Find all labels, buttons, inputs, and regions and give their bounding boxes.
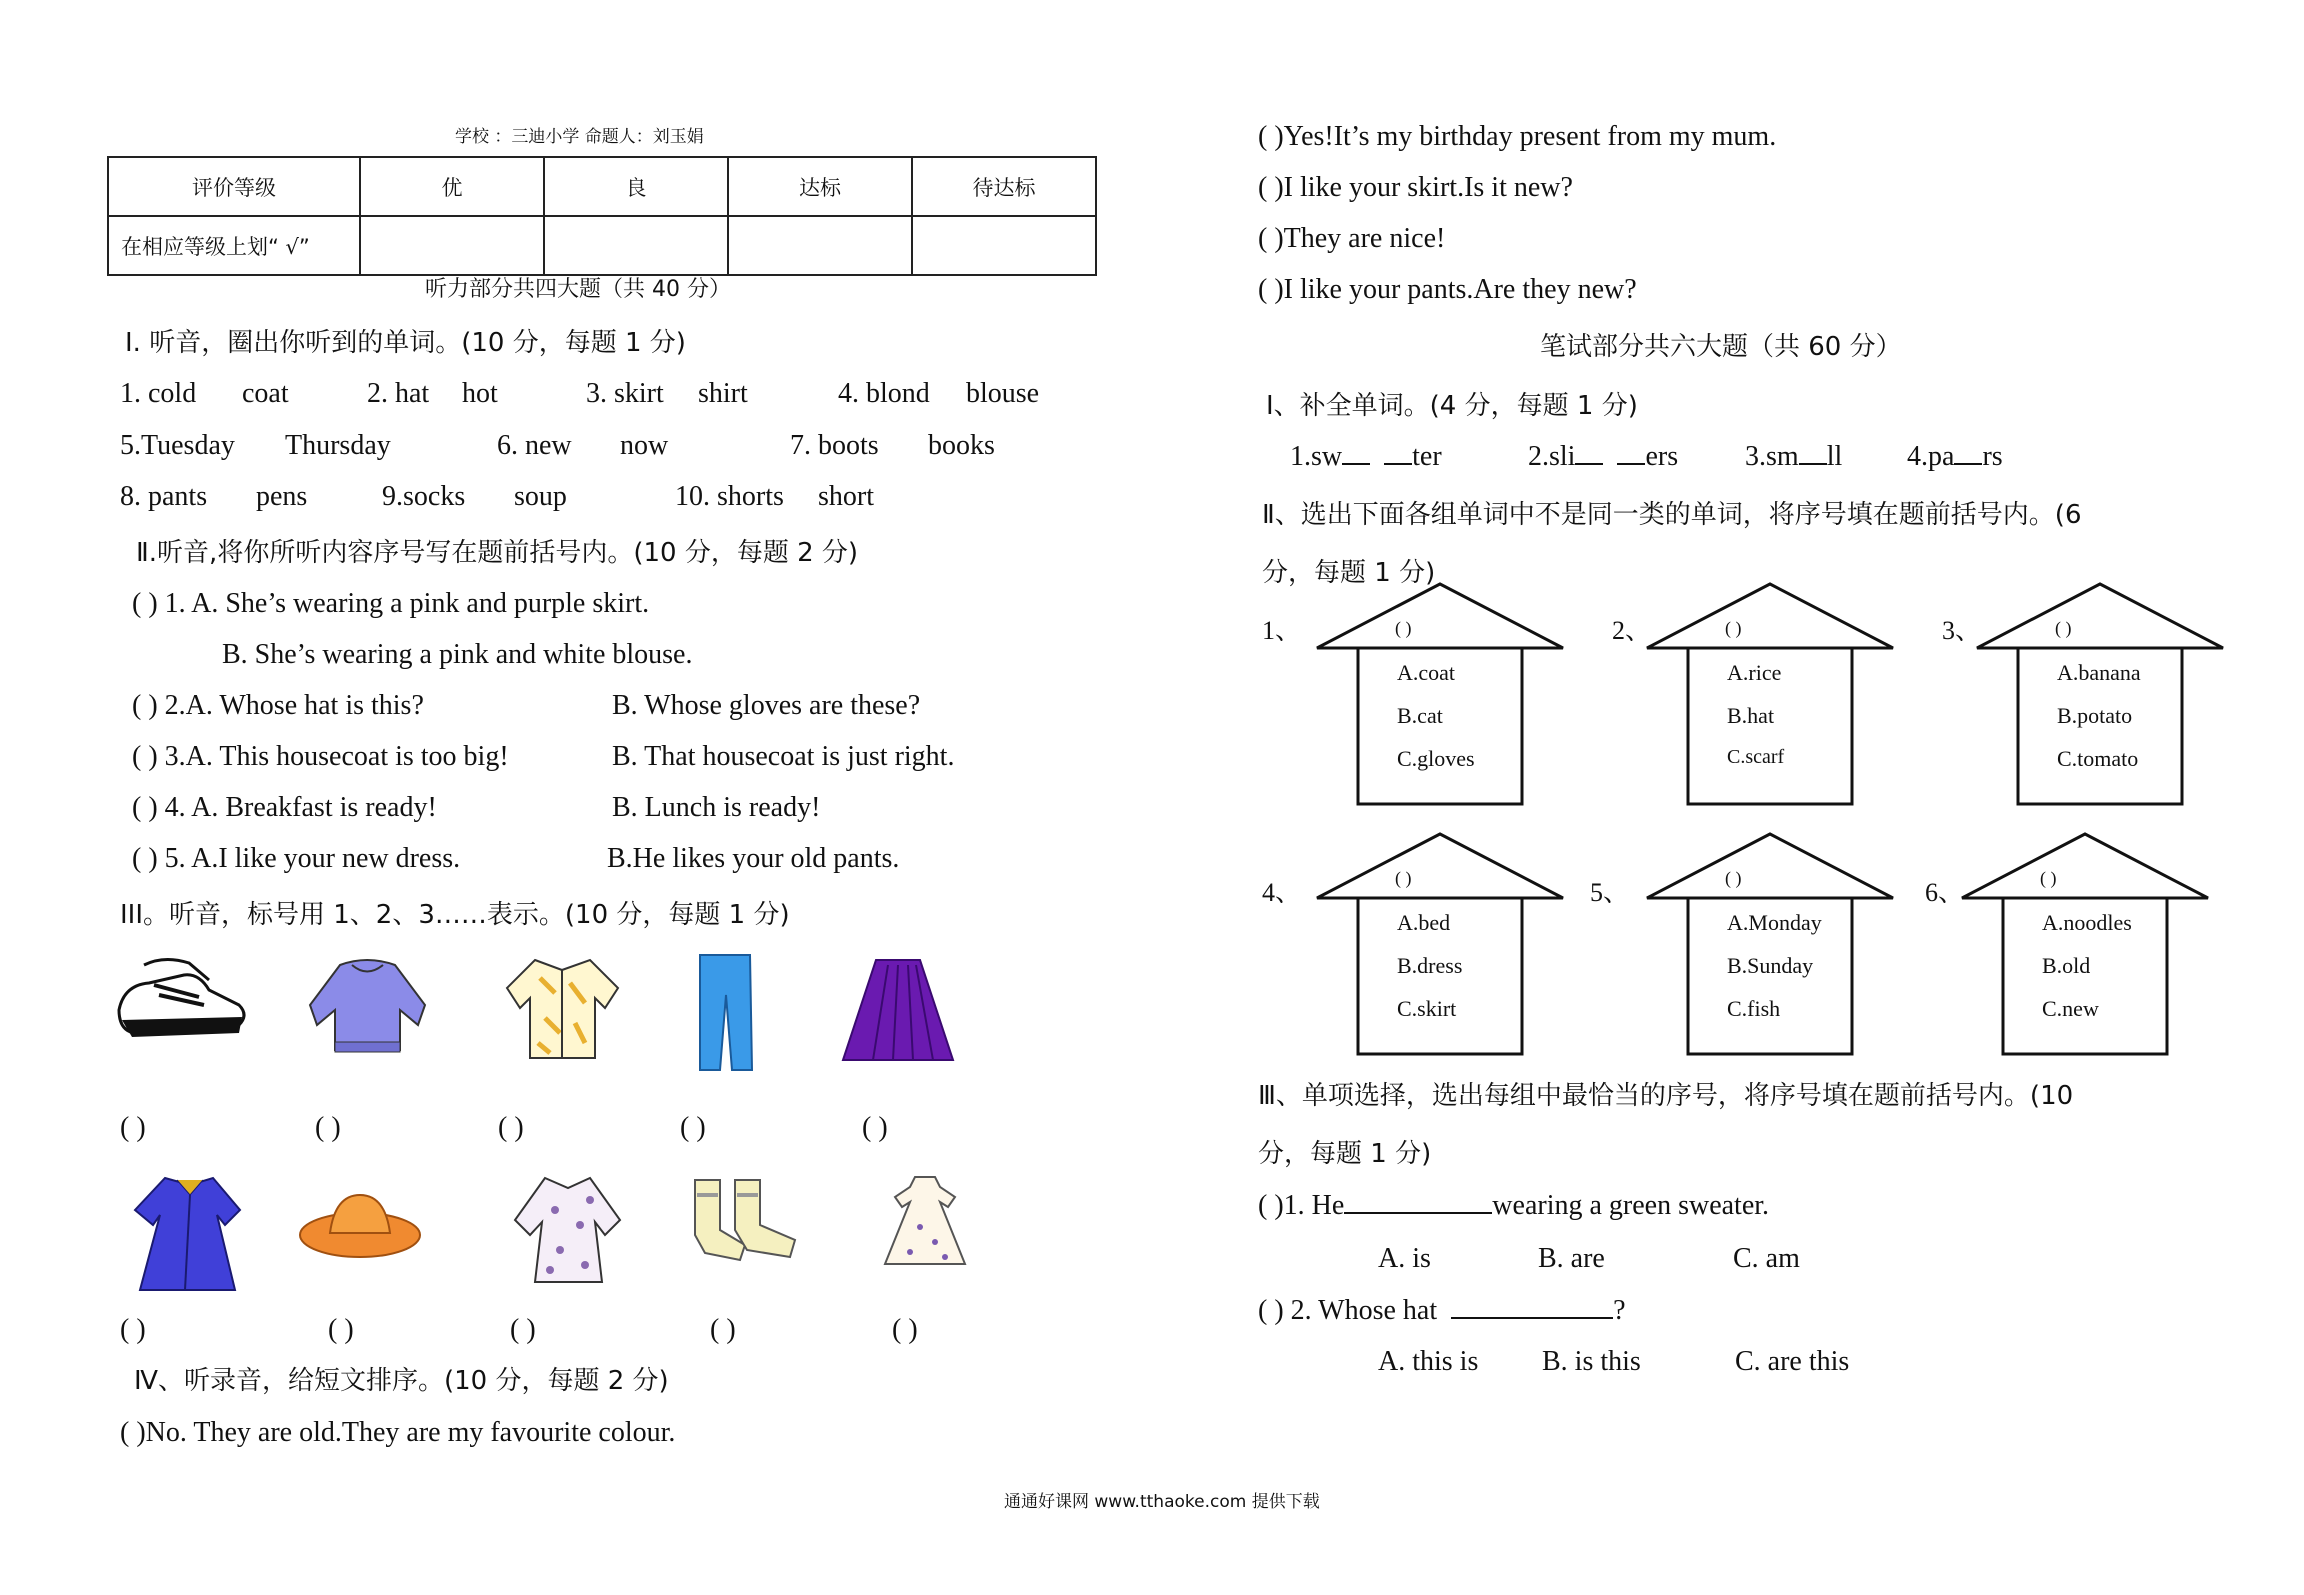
fill-word-1-end: ter: [1412, 441, 1442, 472]
q4-option-b: B. Lunch is ready!: [612, 792, 821, 823]
choice-q2: [1258, 1295, 1626, 1327]
fill-word-2: [1528, 441, 1678, 473]
word-2a: 2. hat: [367, 378, 430, 409]
eval-header-improve: 待达标: [912, 157, 1096, 216]
house-3-option-b: B.potato: [2057, 703, 2133, 728]
house-6-paren[interactable]: ( ): [2040, 868, 2057, 888]
fill-word-3-start: 3.sm: [1745, 441, 1799, 472]
word-3b: shirt: [698, 378, 748, 409]
house-6-number: 6、: [1925, 878, 1965, 907]
answer-paren-5[interactable]: ( ): [862, 1112, 888, 1143]
word-1b: coat: [242, 378, 289, 409]
fill-word-3-end: ll: [1826, 441, 1843, 472]
choice-q1: [1258, 1190, 1769, 1222]
housecoat-picture: [125, 1170, 250, 1295]
house-1-paren[interactable]: ( ): [1395, 618, 1412, 638]
choice-q1-option-a: A. is: [1378, 1243, 1431, 1274]
jeans-picture: [690, 950, 760, 1075]
q5-option-b: B.He likes your old pants.: [607, 843, 900, 874]
writing-sec3-title-cont: 分，每题 1 分): [1258, 1139, 1432, 1169]
house-3: [1975, 582, 2225, 807]
house-5: [1645, 832, 1895, 1057]
q1-option-b: B. She’s wearing a pink and white blouse.: [222, 639, 693, 670]
answer-paren-1[interactable]: ( ): [120, 1112, 146, 1143]
house-outline: [1315, 582, 1565, 807]
fill-word-4-end: rs: [1982, 441, 2003, 472]
fill-word-1-start: 1.sw: [1290, 441, 1343, 472]
house-3-option-c: C.tomato: [2057, 746, 2139, 771]
word-7b: books: [928, 430, 995, 461]
choice-q1-option-b: B. are: [1538, 1243, 1605, 1274]
sweater-picture: [300, 950, 435, 1060]
house-3-option-a: A.banana: [2057, 660, 2141, 685]
fill-word-2-end: ers: [1645, 441, 1679, 472]
house-2-paren[interactable]: ( ): [1725, 618, 1742, 638]
house-5-option-b: B.Sunday: [1727, 953, 1814, 978]
footer-text: 通通好课网 www.tthaoke.com 提供下载: [1004, 1492, 1320, 1512]
sentence-1: ( )No. They are old.They are my favourite colour.: [120, 1417, 676, 1448]
choice-q2-option-c: C. are this: [1735, 1346, 1850, 1377]
writing-sec2-title-cont: 分，每题 1 分): [1262, 558, 1436, 588]
eval-header-grade: 评价等级: [108, 157, 360, 216]
q3-option-a: ( ) 3.A. This housecoat is too big!: [132, 741, 509, 772]
word-3a: 3. skirt: [586, 378, 664, 409]
answer-paren-2[interactable]: ( ): [315, 1112, 341, 1143]
eval-cell[interactable]: [728, 216, 912, 275]
fill-blank[interactable]: [1799, 463, 1827, 465]
answer-paren-4[interactable]: ( ): [680, 1112, 706, 1143]
answer-paren-8[interactable]: ( ): [510, 1314, 536, 1345]
socks-picture: [685, 1175, 805, 1265]
word-7a: 7. boots: [790, 430, 879, 461]
word-10b: short: [818, 481, 874, 512]
choice-q2-option-a: A. this is: [1378, 1346, 1479, 1377]
fill-blank[interactable]: [1954, 463, 1982, 465]
house-2-number: 2、: [1612, 616, 1652, 645]
house-1-option-a: A.coat: [1397, 660, 1456, 685]
house-outline: [1975, 582, 2225, 807]
sneakers-picture: [114, 955, 249, 1050]
house-6: [1960, 832, 2210, 1057]
eval-header-excellent: 优: [360, 157, 544, 216]
q3-option-b: B. That housecoat is just right.: [612, 741, 955, 772]
word-6b: now: [620, 430, 669, 461]
word-1a: 1. cold: [120, 378, 197, 409]
house-outline: [1960, 832, 2210, 1057]
writing-sec3-title: Ⅲ、单项选择，选出每组中最恰当的序号，将序号填在题前括号内。(10: [1258, 1081, 2074, 1111]
house-6-option-c: C.new: [2042, 996, 2099, 1021]
skirt-picture: [838, 955, 958, 1070]
listening-sec1-title: Ⅰ. 听音，圈出你听到的单词。(10 分，每题 1 分): [125, 328, 686, 358]
listening-sec2-title: Ⅱ.听音,将你所听内容序号写在题前括号内。(10 分，每题 2 分): [136, 538, 859, 568]
choice-q2-blank[interactable]: [1451, 1317, 1613, 1319]
listening-sec3-title: III。听音，标号用 1、2、3……表示。(10 分，每题 1 分): [120, 900, 790, 930]
choice-q1-option-c: C. am: [1733, 1243, 1800, 1274]
evaluation-table: [107, 156, 1097, 276]
fill-word-4-start: 4.pa: [1907, 441, 1955, 472]
fill-word-4: [1907, 441, 2003, 473]
choice-q2-end: ?: [1613, 1295, 1626, 1326]
house-6-option-b: B.old: [2042, 953, 2091, 978]
sentence-3: ( )I like your skirt.Is it new?: [1258, 172, 1573, 203]
writing-sec1-title: Ⅰ、补全单词。(4 分，每题 1 分): [1266, 391, 1638, 421]
writing-heading: 笔试部分共六大题（共 60 分）: [1540, 332, 1902, 362]
house-1-option-c: C.gloves: [1397, 746, 1475, 771]
choice-q1-blank[interactable]: [1344, 1212, 1492, 1214]
house-1-number: 1、: [1262, 616, 1302, 645]
house-4-option-b: B.dress: [1397, 953, 1463, 978]
sentence-5: ( )I like your pants.Are they new?: [1258, 274, 1637, 305]
eval-cell[interactable]: [360, 216, 544, 275]
house-4-paren[interactable]: ( ): [1395, 868, 1412, 888]
sentence-4: ( )They are nice!: [1258, 223, 1446, 254]
listening-sec4-title: Ⅳ、听录音，给短文排序。(10 分，每题 2 分): [134, 1366, 669, 1396]
word-4b: blouse: [966, 378, 1040, 409]
house-2-option-c: C.scarf: [1727, 746, 1785, 768]
house-outline: [1645, 582, 1895, 807]
q2-option-a: ( ) 2.A. Whose hat is this?: [132, 690, 424, 721]
house-5-number: 5、: [1590, 878, 1630, 907]
house-2-option-a: A.rice: [1727, 660, 1782, 685]
house-5-option-a: A.Monday: [1727, 910, 1822, 935]
listening-heading: 听力部分共四大题（共 40 分）: [425, 277, 731, 302]
q2-option-b: B. Whose gloves are these?: [612, 690, 921, 721]
house-3-number: 3、: [1942, 616, 1982, 645]
fill-word-3: [1745, 441, 1842, 473]
house-3-paren[interactable]: ( ): [2055, 618, 2072, 638]
word-8a: 8. pants: [120, 481, 208, 512]
word-5b: Thursday: [285, 430, 391, 461]
word-5a: 5.Tuesday: [120, 430, 235, 461]
eval-cell[interactable]: [912, 216, 1096, 275]
fill-blank[interactable]: [1342, 463, 1370, 465]
house-2-option-b: B.hat: [1727, 703, 1775, 728]
fill-blank[interactable]: [1617, 463, 1645, 465]
answer-paren-6[interactable]: ( ): [120, 1314, 146, 1345]
word-4a: 4. blond: [838, 378, 930, 409]
writing-sec2-title: Ⅱ、选出下面各组单词中不是同一类的单词，将序号填在题前括号内。(6: [1262, 500, 2082, 530]
choice-q2-start: ( ) 2. Whose hat: [1258, 1295, 1438, 1326]
house-6-option-a: A.noodles: [2042, 910, 2132, 935]
blouse-picture: [510, 1170, 625, 1290]
house-outline: [1645, 832, 1895, 1057]
choice-q2-option-b: B. is this: [1542, 1346, 1641, 1377]
eval-header-pass: 达标: [728, 157, 912, 216]
word-9b: soup: [514, 481, 567, 512]
dress-picture: [880, 1172, 970, 1272]
word-10a: 10. shorts: [675, 481, 784, 512]
word-2b: hot: [462, 378, 498, 409]
choice-q1-start: ( )1. He: [1258, 1190, 1345, 1221]
house-4-number: 4、: [1262, 878, 1302, 907]
answer-paren-7[interactable]: ( ): [328, 1314, 354, 1345]
eval-row-label: 在相应等级上划“ √”: [108, 216, 360, 275]
q5-option-a: ( ) 5. A.I like your new dress.: [132, 843, 461, 874]
eval-cell[interactable]: [544, 216, 728, 275]
word-6a: 6. new: [497, 430, 572, 461]
shirt-picture: [500, 948, 625, 1068]
choice-q1-end: wearing a green sweater.: [1492, 1190, 1770, 1221]
q1-option-a: ( ) 1. A. She’s wearing a pink and purple skirt.: [132, 588, 650, 619]
house-5-option-c: C.fish: [1727, 996, 1781, 1021]
eval-header-good: 良: [544, 157, 728, 216]
word-9a: 9.socks: [382, 481, 466, 512]
house-1: [1315, 582, 1565, 807]
hat-picture: [295, 1185, 425, 1265]
school-line: 学校 ：三迪小学 命题人：刘玉娟: [455, 127, 704, 147]
word-8b: pens: [256, 481, 308, 512]
house-5-paren[interactable]: ( ): [1725, 868, 1742, 888]
house-2: [1645, 582, 1895, 807]
fill-word-2-start: 2.sli: [1528, 441, 1576, 472]
house-4-option-c: C.skirt: [1397, 996, 1457, 1021]
fill-word-1: [1290, 441, 1442, 473]
house-1-option-b: B.cat: [1397, 703, 1443, 728]
house-outline: [1315, 832, 1565, 1057]
house-4: [1315, 832, 1565, 1057]
house-4-option-a: A.bed: [1397, 910, 1451, 935]
fill-blank[interactable]: [1575, 463, 1603, 465]
answer-paren-3[interactable]: ( ): [498, 1112, 524, 1143]
sentence-2: ( )Yes!It’s my birthday present from my mum.: [1258, 121, 1777, 152]
answer-paren-10[interactable]: ( ): [892, 1314, 918, 1345]
answer-paren-9[interactable]: ( ): [710, 1314, 736, 1345]
fill-blank[interactable]: [1384, 463, 1412, 465]
q4-option-a: ( ) 4. A. Breakfast is ready!: [132, 792, 437, 823]
